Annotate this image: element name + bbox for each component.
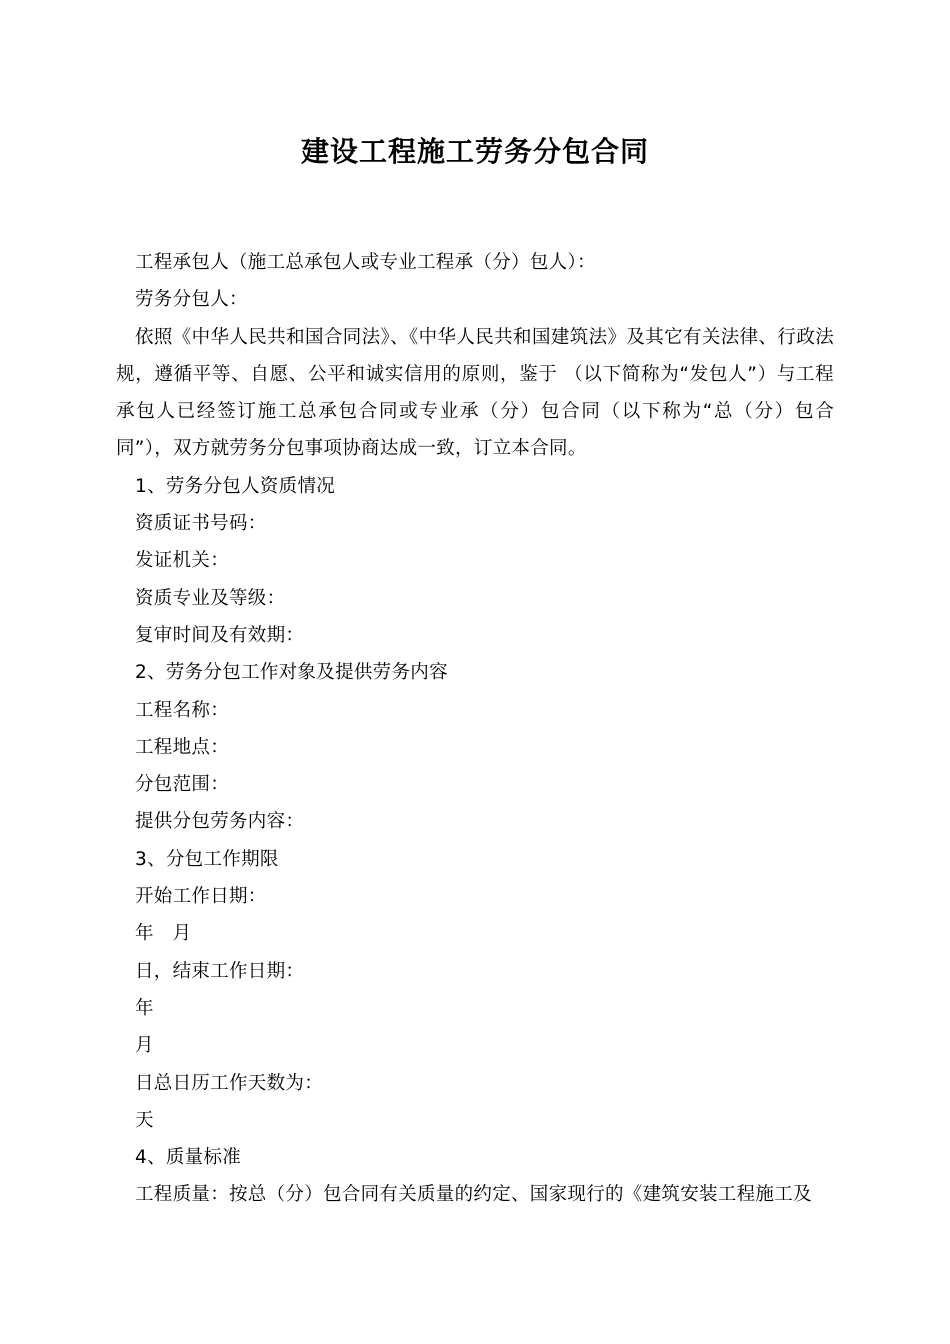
end-year-line: 年 (135, 997, 154, 1019)
start-year-month-line: 年 月 (135, 923, 192, 945)
subcontract-scope-line: 分包范围： (135, 774, 230, 796)
review-validity-line: 复审时间及有效期： (135, 624, 305, 646)
days-unit-line: 天 (135, 1109, 154, 1131)
section-3-heading: 3、分包工作期限 (135, 848, 279, 870)
issuing-authority-line: 发证机关： (135, 550, 230, 572)
quality-standard-line: 工程质量：按总（分）包合同有关质量的约定、国家现行的《建筑安装工程施工及 (135, 1184, 812, 1206)
project-name-line: 工程名称： (135, 699, 230, 721)
end-month-line: 月 (135, 1035, 154, 1057)
section-4-heading: 4、质量标准 (135, 1147, 242, 1169)
project-location-line: 工程地点： (135, 736, 230, 758)
end-date-line: 日，结束工作日期： (135, 960, 305, 982)
qualification-grade-line: 资质专业及等级： (135, 587, 286, 609)
preamble-paragraph: 依照《中华人民共和国合同法》、《中华人民共和国建筑法》及其它有关法律、行政法规，遵循平等、自愿、公平和诚实信用的原则，鉴于 （以下简称为“发包人”）与工程承包人已经签订施工总承包合同或专业承（分）包合同（以下称为“总（分）包合同”），双方就劳务分包事项协商达成一致，订立本合同。 (116, 326, 834, 460)
subcontractor-line: 劳务分包人： (135, 289, 248, 311)
certificate-number-line: 资质证书号码： (135, 513, 267, 535)
document-title: 建设工程施工劳务分包合同 (300, 135, 649, 168)
labor-content-line: 提供分包劳务内容： (135, 811, 305, 833)
document-body (116, 244, 834, 1214)
total-days-line: 日总日历工作天数为： (135, 1072, 324, 1094)
start-date-line: 开始工作日期： (135, 886, 267, 908)
section-1-heading: 1、劳务分包人资质情况 (135, 475, 336, 497)
contractor-line: 工程承包人（施工总承包人或专业工程承（分）包人）： (135, 252, 596, 273)
section-2-heading: 2、劳务分包工作对象及提供劳务内容 (135, 662, 448, 684)
